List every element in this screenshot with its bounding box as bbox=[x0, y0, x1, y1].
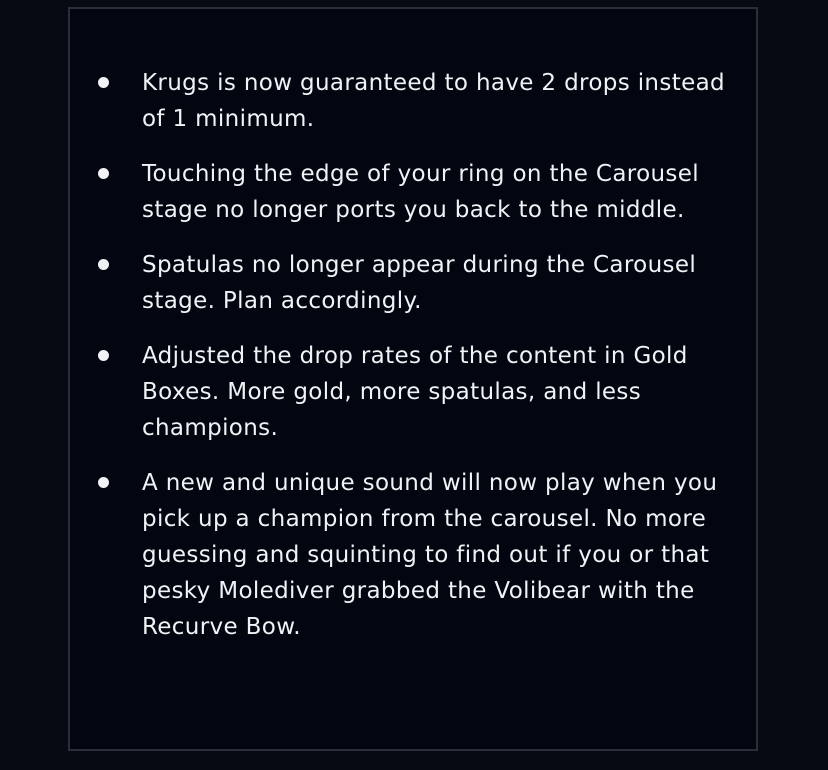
list-item bbox=[70, 65, 756, 137]
patch-notes-list bbox=[70, 65, 756, 664]
bullet-dot-icon bbox=[98, 477, 109, 488]
note-text: Krugs is now guaranteed to have 2 drops instead of 1 minimum. bbox=[142, 70, 725, 132]
note-text: Spatulas no longer appear during the Carousel stage. Plan accordingly. bbox=[142, 252, 697, 314]
bullet-dot-icon bbox=[98, 77, 109, 88]
note-text: Adjusted the drop rates of the content in Gold Boxes. More gold, more spatulas, and less champions. bbox=[142, 343, 688, 441]
list-item bbox=[70, 247, 756, 319]
bullet-dot-icon bbox=[98, 168, 109, 179]
list-item bbox=[70, 465, 756, 645]
list-item bbox=[70, 156, 756, 228]
patch-notes-panel bbox=[68, 7, 758, 751]
list-item bbox=[70, 338, 756, 446]
bullet-dot-icon bbox=[98, 350, 109, 361]
note-text: A new and unique sound will now play when you pick up a champion from the carousel. No more guessing and squinting to find out if you or that pesky Molediver grabbed the Volibear with the Recurve Bow. bbox=[142, 470, 718, 640]
bullet-dot-icon bbox=[98, 259, 109, 270]
note-text: Touching the edge of your ring on the Carousel stage no longer ports you back to the middle. bbox=[142, 161, 699, 223]
